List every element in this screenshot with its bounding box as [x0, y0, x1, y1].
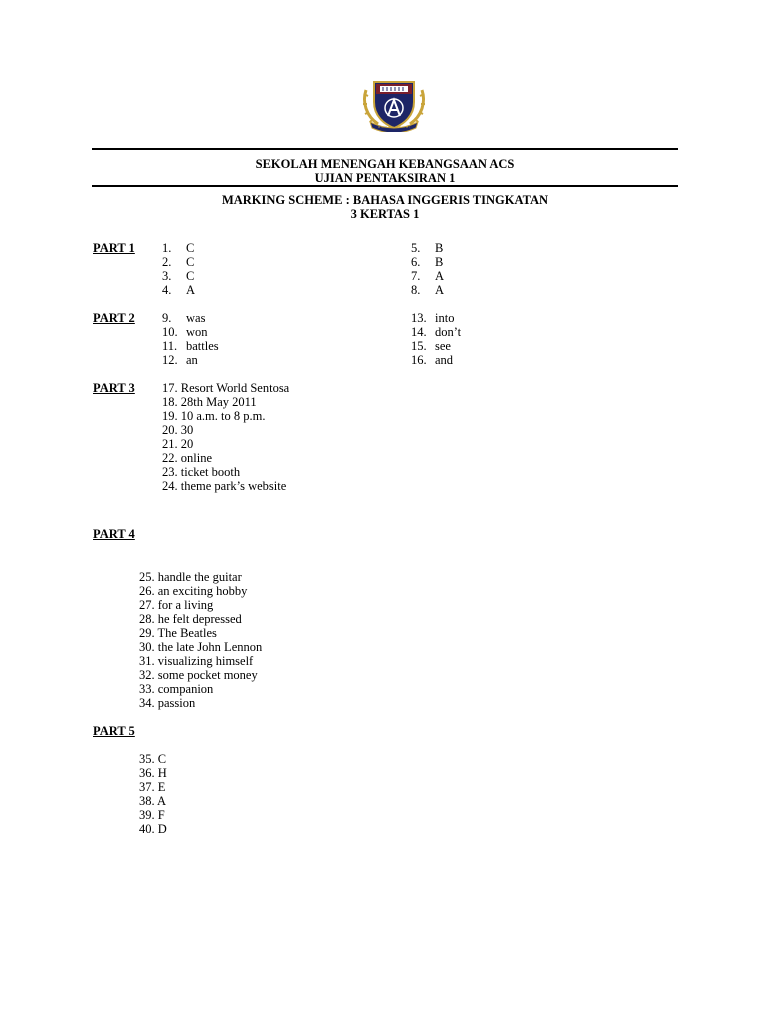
answer-item: 37. E [139, 780, 166, 794]
exam-name: UJIAN PENTAKSIRAN 1 [314, 171, 456, 185]
answer-item: 18. 28th May 2011 [162, 395, 257, 409]
answer-item: 39. F [139, 808, 165, 822]
school-crest-icon [360, 76, 428, 132]
part-3-label: PART 3 [93, 381, 135, 395]
part-2-label: PART 2 [93, 311, 135, 325]
answer-item: 32. some pocket money [139, 668, 258, 682]
answer-item: 34. passion [139, 696, 196, 710]
answer-item: 25. handle the guitar [139, 570, 242, 584]
answer-item: 28. he felt depressed [139, 612, 242, 626]
answer-item: 27. for a living [139, 598, 214, 612]
document-page: SEKOLAH MENENGAH KEBANGSAAN ACS UJIAN PENTAKSIRAN 1 MARKING SCHEME : BAHASA INGGERIS TINGKATAN 3 KERTAS 1 PART 1 1. C 2. C 3. C 4. A 5. B 6. B 7. A 8. A PART 2 9. was 10. won 11. battles 12. an 13. into 14. don’t 15. see 16. and PART 3 17. Resort World Sentosa 18. 28th May 2011 19. 10 a.m. to 8 p.m. 20. 30 21. 20 22. online 23. ticket booth 24. theme park’s website PART 4 25. handle the guitar 26. an exciting hobby 27. for a living 28. he felt depressed 29. The Beatles 30. the late John Lennon 31. visualizing himself 32. some pocket money 33. companion 34. passion PART 5 35. C 36. H 37. E 38. A 39. F 40. D [0, 0, 768, 1024]
answer-item: 36. H [139, 766, 167, 780]
header-top-rule [92, 148, 678, 150]
part-5-label: PART 5 [93, 724, 135, 738]
answer-item: 30. the late John Lennon [139, 640, 263, 654]
answer-item: 24. theme park’s website [162, 479, 287, 493]
school-name: SEKOLAH MENENGAH KEBANGSAAN ACS [255, 157, 515, 171]
marking-scheme-subtitle: 3 KERTAS 1 [350, 207, 420, 221]
part-1-label: PART 1 [93, 241, 135, 255]
answer-item: 19. 10 a.m. to 8 p.m. [162, 409, 266, 423]
answer-item: 35. C [139, 752, 167, 766]
answer-item: 23. ticket booth [162, 465, 241, 479]
answer-item: 17. Resort World Sentosa [162, 381, 290, 395]
answer-item: 20. 30 [162, 423, 194, 437]
answer-item: 33. companion [139, 682, 214, 696]
answer-item: 38. A [139, 794, 167, 808]
header-bottom-rule [92, 185, 678, 187]
part-4-label: PART 4 [93, 527, 135, 541]
answer-item: 21. 20 [162, 437, 194, 451]
marking-scheme-title: MARKING SCHEME : BAHASA INGGERIS TINGKATAN [221, 193, 549, 207]
answer-item: 40. D [139, 822, 167, 836]
answer-item: 29. The Beatles [139, 626, 217, 640]
answer-item: 31. visualizing himself [139, 654, 254, 668]
answer-item: 22. online [162, 451, 212, 465]
answer-item: 26. an exciting hobby [139, 584, 248, 598]
